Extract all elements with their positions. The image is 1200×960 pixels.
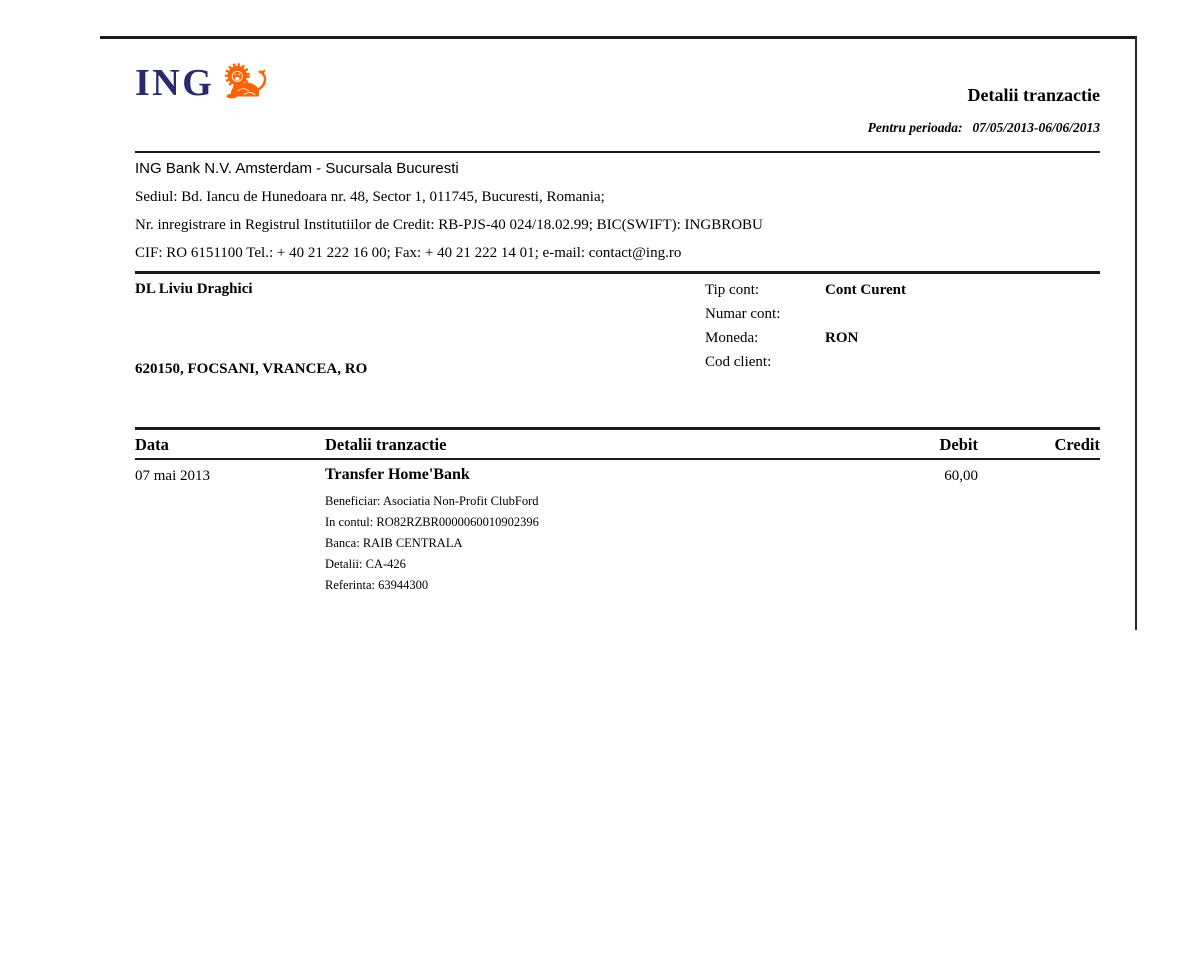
ing-lion-icon xyxy=(221,60,269,102)
transaction-details: Detalii: CA-426 xyxy=(325,557,406,571)
transaction-beneficiary: Beneficiar: Asociatia Non-Profit ClubFord xyxy=(325,494,539,508)
period-line xyxy=(868,120,1100,136)
account-number-label: Numar cont: xyxy=(705,306,781,322)
table-header-divider xyxy=(135,458,1100,460)
period-label: Pentru perioada: xyxy=(867,120,963,135)
table-header-date: Data xyxy=(135,435,169,454)
page-top-border xyxy=(100,36,1137,39)
transaction-debit-amount: 60,00 xyxy=(944,468,978,484)
currency-value: RON xyxy=(825,330,859,346)
transaction-iban: In contul: RO82RZBR0000060010902396 xyxy=(325,515,539,529)
client-code-label: Cod client: xyxy=(705,354,772,370)
transaction-reference: Referinta: 63944300 xyxy=(325,578,429,592)
table-header-credit: Credit xyxy=(1054,435,1100,454)
transaction-bank: Banca: RAIB CENTRALA xyxy=(325,536,463,550)
document-title: Detalii tranzactie xyxy=(967,85,1100,105)
customer-address: 620150, FOCSANI, VRANCEA, RO xyxy=(135,361,368,377)
bank-contact-line: CIF: RO 6151100 Tel.: + 40 21 222 16 00; Fax: + 40 21 222 14 01; e-mail: contact@ing.ro xyxy=(135,245,682,261)
account-type-value: Cont Curent xyxy=(825,282,906,298)
table-top-border xyxy=(135,427,1100,430)
ing-logo-text: ING xyxy=(135,62,215,104)
page-right-border xyxy=(1135,36,1137,630)
bank-address-line: Sediul: Bd. Iancu de Hunedoara nr. 48, Sector 1, 011745, Bucuresti, Romania; xyxy=(135,189,605,205)
bank-registry-line: Nr. inregistrare in Registrul Institutiilor de Credit: RB-PJS-40 024/18.02.99; BIC(SWIFT): INGBROBU xyxy=(135,217,763,233)
transaction-date: 07 mai 2013 xyxy=(135,468,210,484)
table-header-debit: Debit xyxy=(939,435,978,454)
account-type-label: Tip cont: xyxy=(705,282,760,298)
table-header-details: Detalii tranzactie xyxy=(325,435,447,454)
header-divider xyxy=(135,151,1100,153)
bank-name-line: ING Bank N.V. Amsterdam - Sucursala Bucuresti xyxy=(135,160,459,177)
ing-logo xyxy=(135,60,269,103)
customer-name: DL Liviu Draghici xyxy=(135,281,253,297)
transaction-title: Transfer Home'Bank xyxy=(325,466,470,483)
bank-info-divider xyxy=(135,271,1100,274)
period-value: 07/05/2013-06/06/2013 xyxy=(972,120,1100,135)
currency-label: Moneda: xyxy=(705,330,759,346)
